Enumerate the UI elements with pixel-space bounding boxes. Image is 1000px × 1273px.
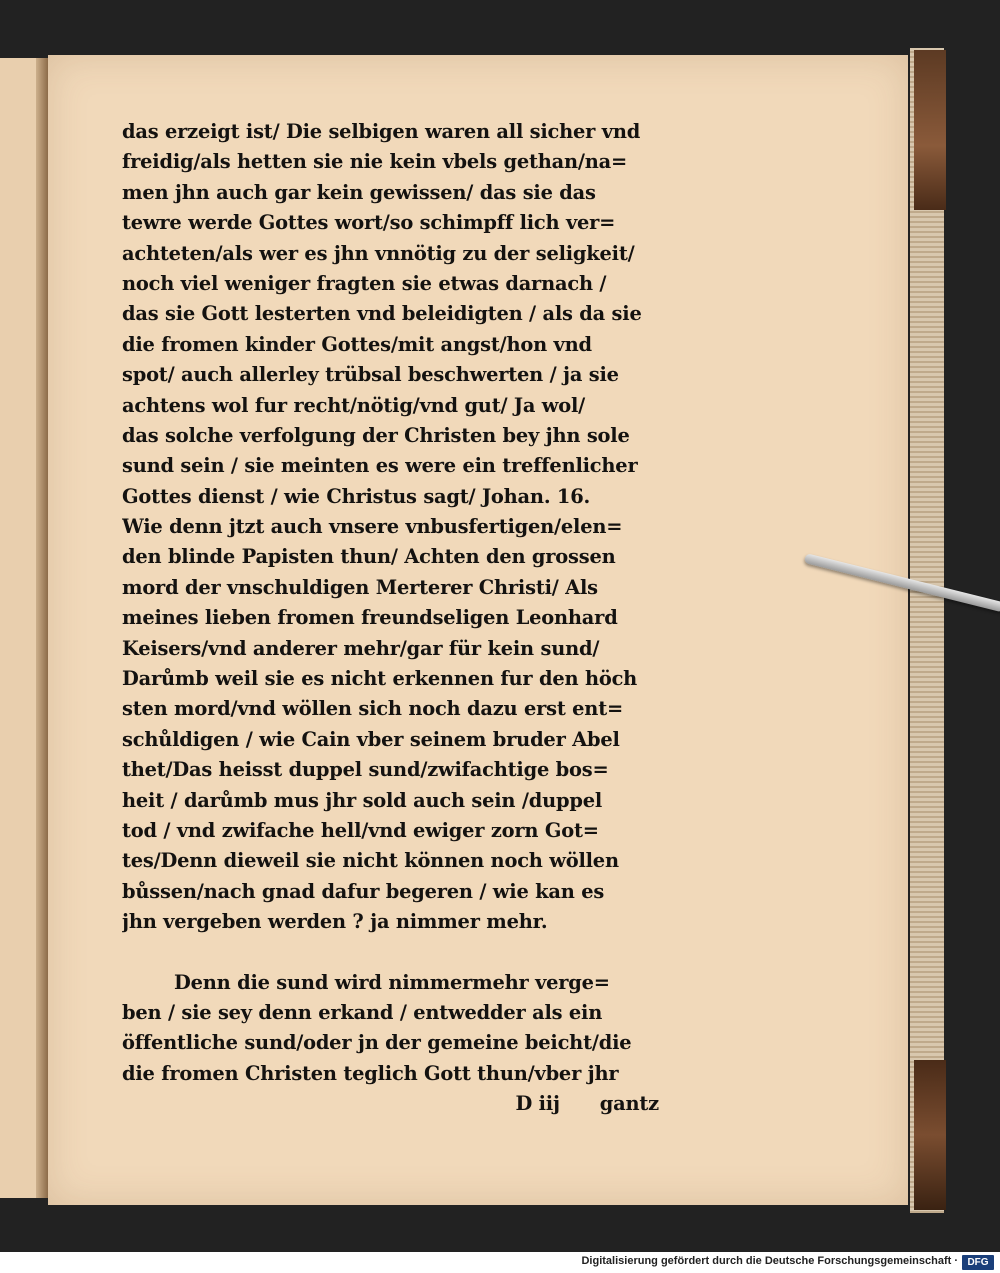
paragraph-1 <box>122 117 667 938</box>
text-line: Darůmb weil sie es nicht erkennen fur den höch <box>122 667 638 691</box>
text-line: ben / sie sey denn erkand / entwedder als ein <box>122 1000 603 1024</box>
paragraph-2 <box>122 968 667 1090</box>
text-line: jhn vergeben werden ? ja nimmer mehr. <box>122 910 548 934</box>
page-text <box>122 117 667 1119</box>
text-line: das solche verfolgung der Christen bey jhn sole <box>122 423 630 447</box>
text-line: tes/Denn dieweil sie nicht können noch wöllen <box>122 849 619 873</box>
text-line: die fromen kinder Gottes/mit angst/hon vnd <box>122 332 592 356</box>
text-line: mord der vnschuldigen Merterer Christi/ Als <box>122 575 598 599</box>
catchword: gantz <box>599 1092 659 1116</box>
text-line: öffentliche sund/oder jn der gemeine beicht/die <box>122 1031 632 1055</box>
paragraph-gap <box>122 938 667 968</box>
text-line: achtens wol fur recht/nötig/vnd gut/ Ja wol/ <box>122 393 586 417</box>
text-line: tewre werde Gottes wort/so schimpff lich ver= <box>122 211 616 235</box>
text-line: Keisers/vnd anderer mehr/gar für kein sund/ <box>122 636 600 660</box>
text-line: thet/Das heisst duppel sund/zwifachtige bos= <box>122 758 609 782</box>
leather-binding-top <box>914 50 946 210</box>
text-line: noch viel weniger fragten sie etwas darnach / <box>122 271 607 295</box>
text-line: Denn die sund wird nimmermehr verge= <box>174 970 610 994</box>
text-line: die fromen Christen teglich Gott thun/vber jhr <box>122 1061 619 1085</box>
text-line: das erzeigt ist/ Die selbigen waren all sicher vnd <box>122 120 641 143</box>
leather-binding-bottom <box>914 1060 946 1210</box>
text-line: spot/ auch allerley trübsal beschwerten / ja sie <box>122 363 619 387</box>
text-line: tod / vnd zwifache hell/vnd ewiger zorn Got= <box>122 818 599 842</box>
text-line: achteten/als wer es jhn vnnötig zu der seligkeit/ <box>122 241 635 265</box>
text-line: heit / darůmb mus jhr sold auch sein /duppel <box>122 788 603 812</box>
text-line: meines lieben fromen freundseligen Leonhard <box>122 606 618 630</box>
footer-bar <box>0 1252 1000 1273</box>
text-line: sten mord/vnd wöllen sich noch dazu erst ent= <box>122 697 624 721</box>
signature-mark: D iij <box>515 1092 560 1116</box>
dfg-logo[interactable]: DFG <box>962 1255 994 1270</box>
book-board-edge <box>910 48 944 1213</box>
text-line: den blinde Papisten thun/ Achten den grossen <box>122 545 616 569</box>
text-line: men jhn auch gar kein gewissen/ das sie das <box>122 180 596 204</box>
page-footer-line <box>122 1089 667 1119</box>
text-line: bůssen/nach gnad dafur begeren / wie kan es <box>122 879 605 903</box>
text-line: schůldigen / wie Cain vber seinem bruder Abel <box>122 727 620 751</box>
text-line: sund sein / sie meinten es were ein treffenlicher <box>122 454 638 478</box>
text-line: Gottes dienst / wie Christus sagt/ Johan. 16. <box>122 484 591 508</box>
footer-credit: Digitalisierung gefördert durch die Deutsche Forschungsgemeinschaft · <box>581 1255 958 1267</box>
text-line: freidig/als hetten sie nie kein vbels gethan/na= <box>122 150 628 174</box>
book-gutter <box>36 58 48 1198</box>
text-line: Wie denn jtzt auch vnsere vnbusfertigen/elen= <box>122 515 623 539</box>
text-line: das sie Gott lesterten vnd beleidigten / als da sie <box>122 302 642 326</box>
